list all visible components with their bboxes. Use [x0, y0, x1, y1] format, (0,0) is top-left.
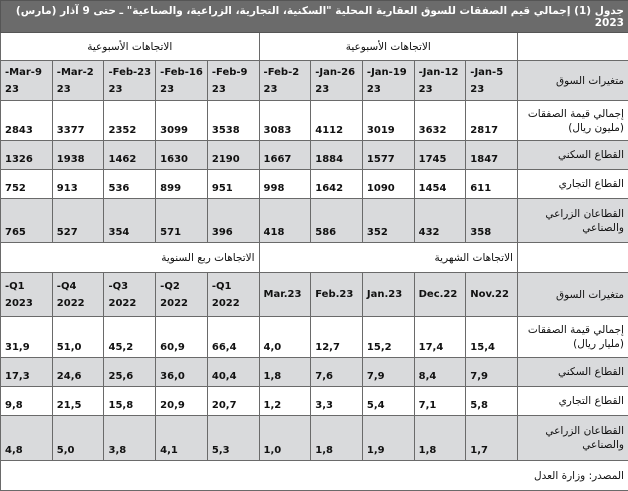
weekly-group-row — [1, 33, 628, 61]
value-cell: 17,3 — [1, 358, 53, 387]
column-header-part: 9-Mar- — [5, 67, 42, 78]
value-cell: 3538 — [207, 101, 259, 141]
column-header-part: Q3- — [108, 281, 128, 292]
row-label: إجمالي قيمة الصفقات (مليار ريال) — [517, 317, 628, 358]
value-cell: 1938 — [52, 141, 104, 170]
column-header-part: Mar.23 — [264, 289, 302, 300]
column-header-part: Q1- — [212, 281, 232, 292]
value-cell: 1462 — [104, 141, 156, 170]
value-cell: 5,4 — [362, 387, 414, 416]
value-cell: 418 — [259, 199, 311, 243]
value-cell: 586 — [311, 199, 363, 243]
value-cell: 3377 — [52, 101, 104, 141]
value-cell: 1,7 — [466, 416, 518, 461]
row-label: القطاع السكني — [517, 141, 628, 170]
value-cell: 611 — [466, 170, 518, 199]
table-row — [1, 387, 628, 416]
table-row — [1, 199, 628, 243]
value-cell: 12,7 — [311, 317, 363, 358]
column-header — [207, 273, 259, 317]
value-cell: 1884 — [311, 141, 363, 170]
column-header-part: 23 — [108, 84, 122, 95]
value-cell: 352 — [362, 199, 414, 243]
row-label: القطاعان الزراعي والصناعي — [517, 416, 628, 461]
table-row — [1, 416, 628, 461]
value-cell: 951 — [207, 170, 259, 199]
value-cell: 2190 — [207, 141, 259, 170]
row-label: القطاعان الزراعي والصناعي — [517, 199, 628, 243]
value-cell: 3,3 — [311, 387, 363, 416]
value-cell: 571 — [156, 199, 208, 243]
value-cell: 7,9 — [362, 358, 414, 387]
column-header — [104, 273, 156, 317]
column-header-part: 2-Mar- — [57, 67, 94, 78]
table-row — [1, 141, 628, 170]
value-cell: 4,8 — [1, 416, 53, 461]
column-header-part: 5-Jan- — [470, 67, 503, 78]
value-cell: 1577 — [362, 141, 414, 170]
value-cell: 15,8 — [104, 387, 156, 416]
value-cell: 3632 — [414, 101, 466, 141]
value-cell: 913 — [52, 170, 104, 199]
column-header — [259, 61, 311, 101]
monthly-group-row — [1, 243, 628, 273]
column-header — [362, 61, 414, 101]
value-cell: 2352 — [104, 101, 156, 141]
value-cell: 1630 — [156, 141, 208, 170]
value-cell: 20,9 — [156, 387, 208, 416]
value-cell: 1847 — [466, 141, 518, 170]
table-row — [1, 101, 628, 141]
market-variables-header: متغيرات السوق — [517, 61, 628, 101]
table-row — [1, 358, 628, 387]
value-cell: 51,0 — [52, 317, 104, 358]
market-variables-header: متغيرات السوق — [517, 273, 628, 317]
column-header-part: Q1- — [5, 281, 25, 292]
value-cell: 998 — [259, 170, 311, 199]
empty-cell — [517, 33, 628, 61]
table-row — [1, 170, 628, 199]
value-cell: 1326 — [1, 141, 53, 170]
value-cell: 1667 — [259, 141, 311, 170]
value-cell: 396 — [207, 199, 259, 243]
empty-cell — [517, 243, 628, 273]
column-header-part: 26-Jan- — [315, 67, 355, 78]
row-label: القطاع السكني — [517, 358, 628, 387]
column-header-part: 23 — [470, 84, 484, 95]
value-cell: 15,4 — [466, 317, 518, 358]
value-cell: 358 — [466, 199, 518, 243]
column-header-part: Feb.23 — [315, 289, 353, 300]
value-cell: 1,2 — [259, 387, 311, 416]
value-cell: 7,6 — [311, 358, 363, 387]
value-cell: 899 — [156, 170, 208, 199]
value-cell: 1642 — [311, 170, 363, 199]
value-cell: 3099 — [156, 101, 208, 141]
column-header — [466, 61, 518, 101]
column-header-part: 23 — [5, 84, 19, 95]
column-header — [259, 273, 311, 317]
value-cell: 1,9 — [362, 416, 414, 461]
column-header — [156, 273, 208, 317]
column-header — [52, 273, 104, 317]
value-cell: 4,1 — [156, 416, 208, 461]
column-header-part: 9-Feb- — [212, 67, 248, 78]
value-cell: 3083 — [259, 101, 311, 141]
column-header — [156, 61, 208, 101]
column-header-part: 12-Jan- — [419, 67, 459, 78]
value-cell: 7,1 — [414, 387, 466, 416]
value-cell: 1,8 — [311, 416, 363, 461]
value-cell: 536 — [104, 170, 156, 199]
value-cell: 66,4 — [207, 317, 259, 358]
value-cell: 40,4 — [207, 358, 259, 387]
value-cell: 1,0 — [259, 416, 311, 461]
value-cell: 527 — [52, 199, 104, 243]
value-cell: 3019 — [362, 101, 414, 141]
value-cell: 5,3 — [207, 416, 259, 461]
column-header — [311, 273, 363, 317]
value-cell: 9,8 — [1, 387, 53, 416]
table-row — [1, 317, 628, 358]
column-header-part: 23 — [160, 84, 174, 95]
row-label: القطاع التجاري — [517, 170, 628, 199]
value-cell: 5,0 — [52, 416, 104, 461]
column-header-part: 2022 — [160, 298, 188, 309]
column-header-part: 23 — [419, 84, 433, 95]
value-cell: 45,2 — [104, 317, 156, 358]
column-header-part: Dec.22 — [419, 289, 458, 300]
column-header — [414, 273, 466, 317]
value-cell: 765 — [1, 199, 53, 243]
column-header-part: 23 — [57, 84, 71, 95]
value-cell: 354 — [104, 199, 156, 243]
value-cell: 21,5 — [52, 387, 104, 416]
column-header-part: 2023 — [5, 298, 33, 309]
value-cell: 3,8 — [104, 416, 156, 461]
monthly-group-left: الاتجاهات ربع السنوية — [1, 243, 260, 273]
column-header-part: 23 — [212, 84, 226, 95]
column-header — [1, 273, 53, 317]
weekly-header-row — [1, 61, 628, 101]
column-header — [52, 61, 104, 101]
value-cell: 17,4 — [414, 317, 466, 358]
monthly-group-right: الاتجاهات الشهرية — [259, 243, 517, 273]
value-cell: 1745 — [414, 141, 466, 170]
column-header — [466, 273, 518, 317]
row-label: القطاع التجاري — [517, 387, 628, 416]
column-header — [1, 61, 53, 101]
column-header-part: 2022 — [108, 298, 136, 309]
column-header-part: 23 — [264, 84, 278, 95]
value-cell: 1090 — [362, 170, 414, 199]
monthly-header-row — [1, 273, 628, 317]
column-header-part: Q2- — [160, 281, 180, 292]
row-label: إجمالي قيمة الصفقات (مليون ريال) — [517, 101, 628, 141]
value-cell: 20,7 — [207, 387, 259, 416]
column-header-part: 23 — [315, 84, 329, 95]
value-cell: 25,6 — [104, 358, 156, 387]
value-cell: 1,8 — [414, 416, 466, 461]
table-title: جدول (1) إجمالي قيم الصفقات للسوق العقارية المحلية "السكنية، التجارية، الزراعية، والصناعية" ـ حتى 9 آذار (مارس) 2023 — [1, 1, 628, 33]
column-header-part: 23 — [367, 84, 381, 95]
value-cell: 4112 — [311, 101, 363, 141]
value-cell: 1454 — [414, 170, 466, 199]
value-cell: 7,9 — [466, 358, 518, 387]
column-header-part: 2022 — [212, 298, 240, 309]
value-cell: 4,0 — [259, 317, 311, 358]
weekly-group-right: الاتجاهات الأسبوعية — [259, 33, 517, 61]
column-header-part: Q4- — [57, 281, 77, 292]
column-header-part: Nov.22 — [470, 289, 509, 300]
value-cell: 752 — [1, 170, 53, 199]
column-header-part: 2022 — [57, 298, 85, 309]
value-cell: 2817 — [466, 101, 518, 141]
value-cell: 5,8 — [466, 387, 518, 416]
value-cell: 432 — [414, 199, 466, 243]
column-header-part: Jan.23 — [367, 289, 402, 300]
column-header-part: 2-Feb- — [264, 67, 300, 78]
column-header — [207, 61, 259, 101]
value-cell: 24,6 — [52, 358, 104, 387]
value-cell: 15,2 — [362, 317, 414, 358]
value-cell: 36,0 — [156, 358, 208, 387]
column-header-part: 19-Jan- — [367, 67, 407, 78]
value-cell: 60,9 — [156, 317, 208, 358]
source-note: المصدر: وزارة العدل — [1, 461, 628, 491]
column-header — [414, 61, 466, 101]
column-header-part: 16-Feb- — [160, 67, 203, 78]
value-cell: 31,9 — [1, 317, 53, 358]
value-cell: 2843 — [1, 101, 53, 141]
value-cell: 1,8 — [259, 358, 311, 387]
column-header — [362, 273, 414, 317]
column-header — [104, 61, 156, 101]
column-header-part: 23-Feb- — [108, 67, 151, 78]
weekly-group-left: الاتجاهات الأسبوعية — [1, 33, 260, 61]
value-cell: 8,4 — [414, 358, 466, 387]
column-header — [311, 61, 363, 101]
